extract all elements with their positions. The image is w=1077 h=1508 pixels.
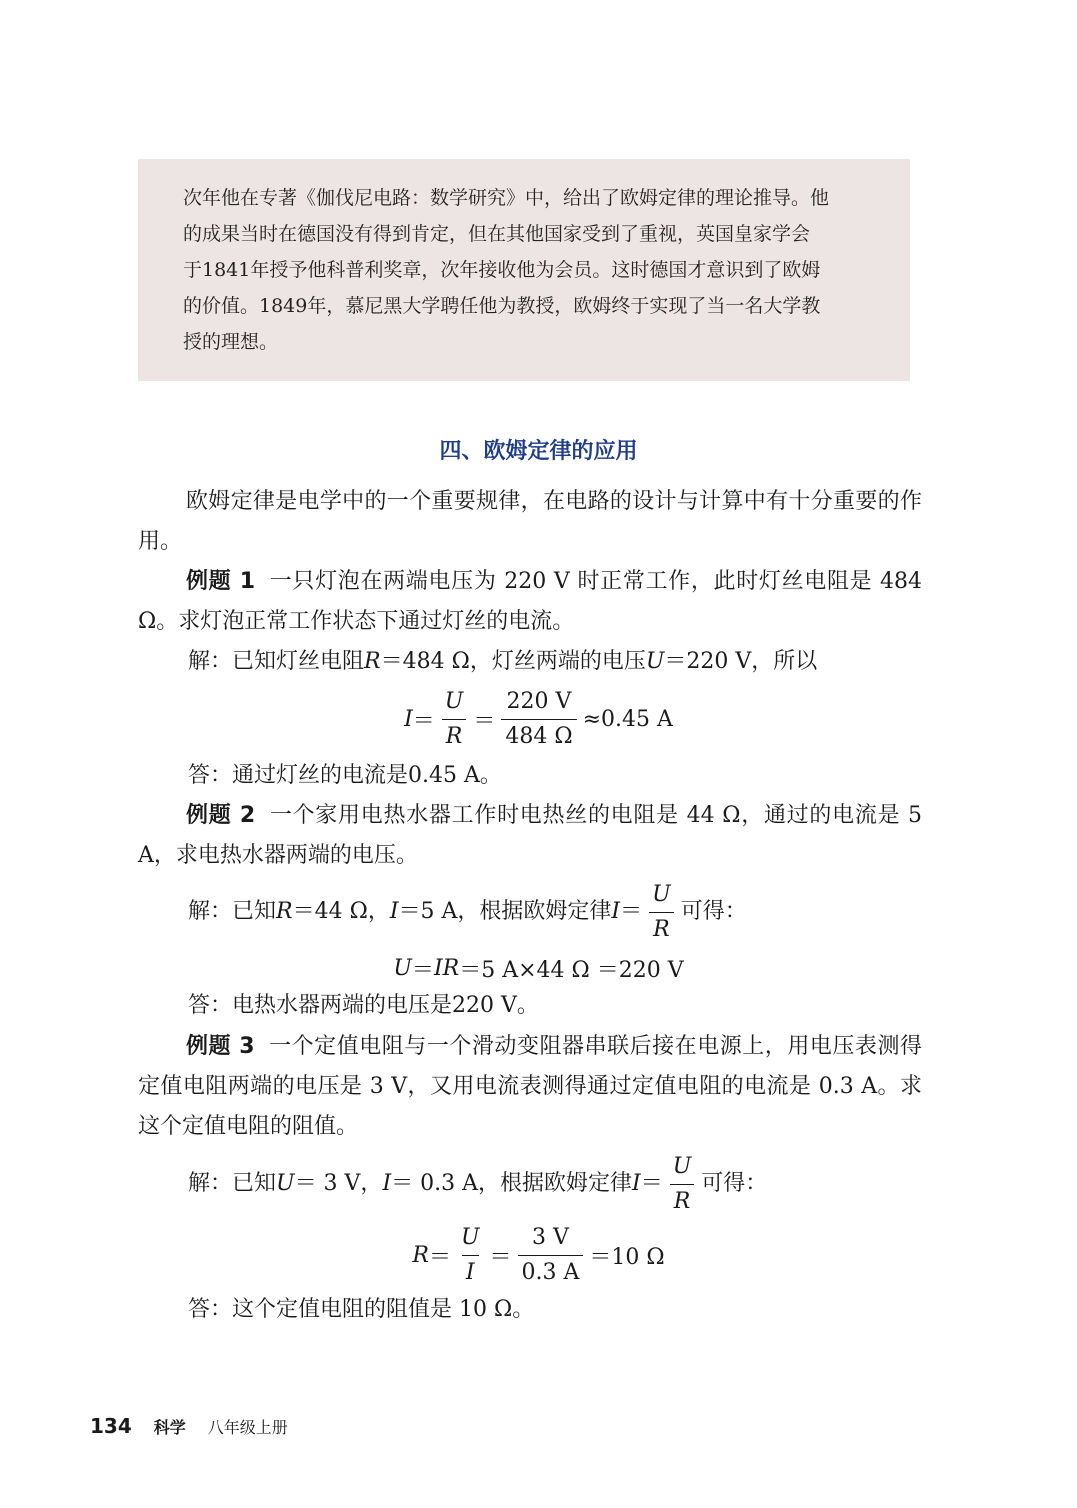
text: 解：已知灯丝电阻 [188,649,365,674]
text: 解：已知 [188,1171,277,1196]
example3-answer: 答：这个定值电阻的阻值是 10 Ω。 [188,1297,535,1322]
var-r: R [364,649,381,674]
example1-problem [138,562,922,642]
eq-sign: ＝ [620,899,643,924]
example2-problem-text: 一个家用电热水器工作时电热丝的电阻是 44 Ω，通过的电流是 5 A，求电热水器两端的电压。 [138,803,923,868]
example2-answer: 答：电热水器两端的电压是220 V。 [188,993,539,1018]
var-r: R [276,899,293,924]
var-u: U [645,649,665,674]
text: ＝484 Ω，灯丝两端的电压 [380,649,646,674]
fraction [648,880,675,945]
example1-equation [0,686,1077,752]
grade-label: 八年级上册 [207,1418,288,1437]
example2-label: 例题 2 [186,803,256,828]
section-intro: 欧姆定律是电学中的一个重要规律，在电路的设计与计算中有十分重要的作用。 [138,489,922,554]
page-number: 134 [90,1414,132,1438]
eq-sign: ＝ [412,708,435,734]
eq-sign: ＝ [640,1171,663,1196]
var-ir: IR [433,955,460,981]
text: 解：已知 [188,899,277,924]
example1-solution [188,642,817,682]
eq-rest: ＝5 A×44 Ω ＝220 V [459,957,684,983]
eq-lhs: R [412,1242,429,1268]
numerator: U [444,688,464,714]
var-i: I [611,899,621,924]
example3-problem [138,1027,922,1147]
denominator: R [442,719,467,752]
example3-problem-text: 一个定值电阻与一个滑动变阻器串联后接在电源上，用电压表测得定值电阻两端的电压是 3 V，又用电流表测得通过定值电阻的电流是 0.3 A。求这个定值电阻的阻值。 [138,1034,922,1139]
numerator: U [672,1153,692,1179]
var-i: I [389,899,399,924]
box-line: 次年他在专著《伽伐尼电路：数学研究》中，给出了欧姆定律的理论推导。他 [183,187,830,209]
fraction [669,1152,696,1217]
box-line: 的价值。1849年，慕尼黑大学聘任他为教授，欧姆终于实现了当一名大学教 [183,295,821,317]
page-footer [90,1414,288,1438]
text: 可得： [701,1171,768,1196]
text: ＝ 3 V， [294,1171,383,1196]
fraction [441,687,468,752]
example1-problem-text: 一只灯泡在两端电压为 220 V 时正常工作，此时灯丝电阻是 484 Ω。求灯泡正常工作状态下通过灯丝的电流。 [138,569,922,634]
denominator: R [649,912,674,945]
text: ＝ 0.3 A，根据欧姆定律 [391,1171,633,1196]
reading-box-text [183,180,883,360]
example3-equation [0,1222,1077,1288]
denominator: 484 Ω [501,719,576,752]
box-line: 于1841年授予他科普利奖章，次年接收他为会员。这时德国才意识到了欧姆 [183,259,821,281]
fraction [501,687,576,752]
example2-equation [0,948,1077,988]
eq-lhs: I [404,706,413,732]
example3-solution [188,1152,767,1216]
eq-sign: ＝ [473,708,496,734]
numerator: 3 V [532,1224,569,1250]
text: ＝5 A，根据欧姆定律 [398,899,612,924]
eq-sign: ＝ [411,957,434,983]
eq-sign: ＝ [428,1244,451,1270]
fraction [457,1223,484,1288]
denominator: 0.3 A [518,1255,584,1288]
section-heading: 四、欧姆定律的应用 [439,439,638,464]
eq-sign: ＝ [489,1244,512,1270]
var-i: I [632,1171,641,1196]
var-i: I [382,1171,392,1196]
example1-answer: 答：通过灯丝的电流是0.45 A。 [188,763,502,788]
box-line: 的成果当时在德国没有得到肯定，但在其他国家受到了重视，英国皇家学会 [183,223,811,245]
example3-label: 例题 3 [186,1034,255,1059]
subject-label: 科学 [153,1418,186,1437]
text: ＝44 Ω， [292,899,390,924]
text: 可得： [680,899,747,924]
numerator: 220 V [506,688,572,714]
numerator: U [652,881,671,907]
text: ＝220 V，所以 [664,649,818,674]
var-u: U [393,955,412,981]
eq-result: ≈0.45 A [582,706,673,732]
var-u: U [276,1171,295,1196]
denominator: I [462,1255,479,1288]
example1-label: 例题 1 [186,569,256,594]
box-line: 授的理想。 [183,331,279,353]
example2-problem [138,796,922,876]
fraction [518,1223,584,1288]
denominator: R [670,1184,695,1217]
example2-solution [188,880,747,944]
numerator: U [460,1224,480,1250]
eq-result: ＝10 Ω [589,1244,665,1270]
